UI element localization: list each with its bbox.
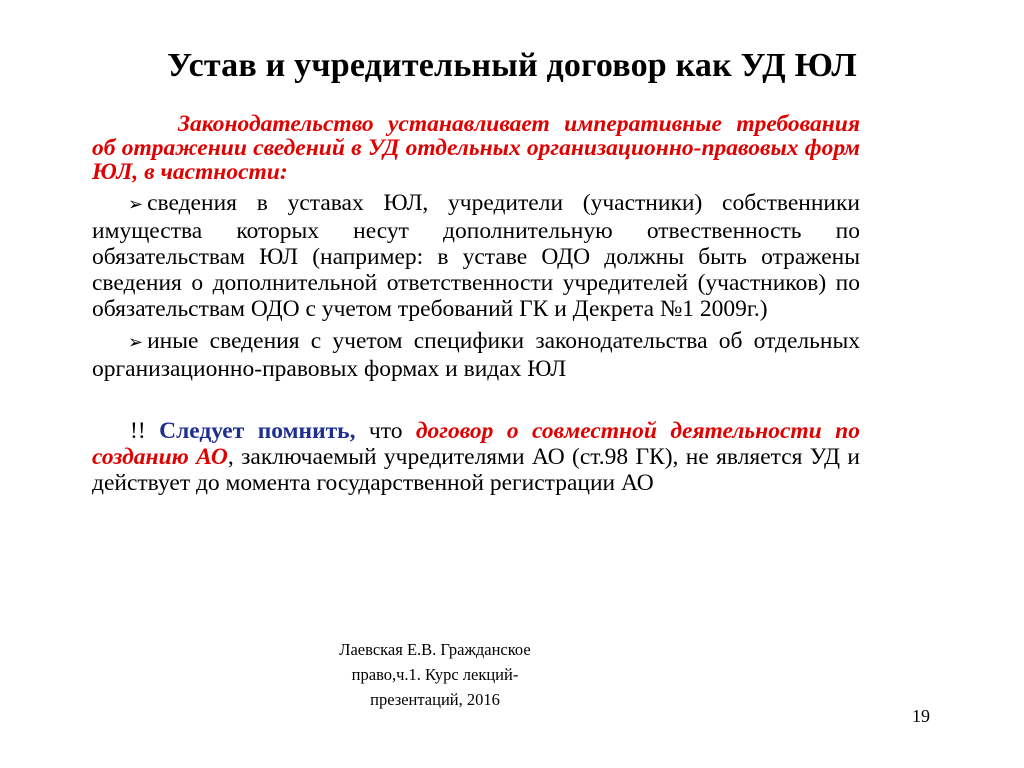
bullet-text: сведения в уставах ЮЛ, учредители (участники) собственники имущества которых несут дополнительную отвественность по обязательствам ЮЛ (например: в уставе ОДО должны быть отражены сведения о дополнительной ответственности учредителей (участников) по обязательствам ОДО с учетом требований ГК и Декрета №1 2009г.) [92, 190, 860, 322]
note-middle: что [355, 418, 416, 444]
bullet-item [92, 190, 860, 322]
source-line: презентаций, 2016 [370, 690, 500, 709]
intro-paragraph: Законодательство устанавливает императивные требования об отражении сведений в УД отдельных организационно-правовых форм ЮЛ, в частности: [92, 111, 860, 185]
note-emphasis: Следует помнить, [159, 418, 356, 444]
bullet-item [92, 328, 860, 382]
note-highlight: договор о совместной деятельности по созданию АО [92, 418, 860, 470]
bullet-list [92, 190, 860, 382]
note-prefix: !! [130, 418, 160, 444]
source-citation [290, 637, 580, 712]
arrow-bullet-icon: ➢ [128, 194, 144, 215]
slide-body [92, 112, 860, 520]
source-line: право,ч.1. Курс лекций- [351, 665, 519, 684]
slide-title: Устав и учредительный договор как УД ЮЛ [167, 47, 857, 84]
note-paragraph [92, 418, 860, 496]
arrow-bullet-icon: ➢ [128, 332, 144, 353]
note-rest: , заключаемый учредителями АО (ст.98 ГК), не является УД и действует до момента государственной регистрации АО [92, 444, 860, 496]
bullet-text: иные сведения с учетом специфики законодательства об отдельных организационно-правовых формах и видах ЮЛ [92, 328, 860, 382]
page-number: 19 [912, 706, 930, 726]
source-line: Лаевская Е.В. Гражданское [339, 640, 531, 659]
